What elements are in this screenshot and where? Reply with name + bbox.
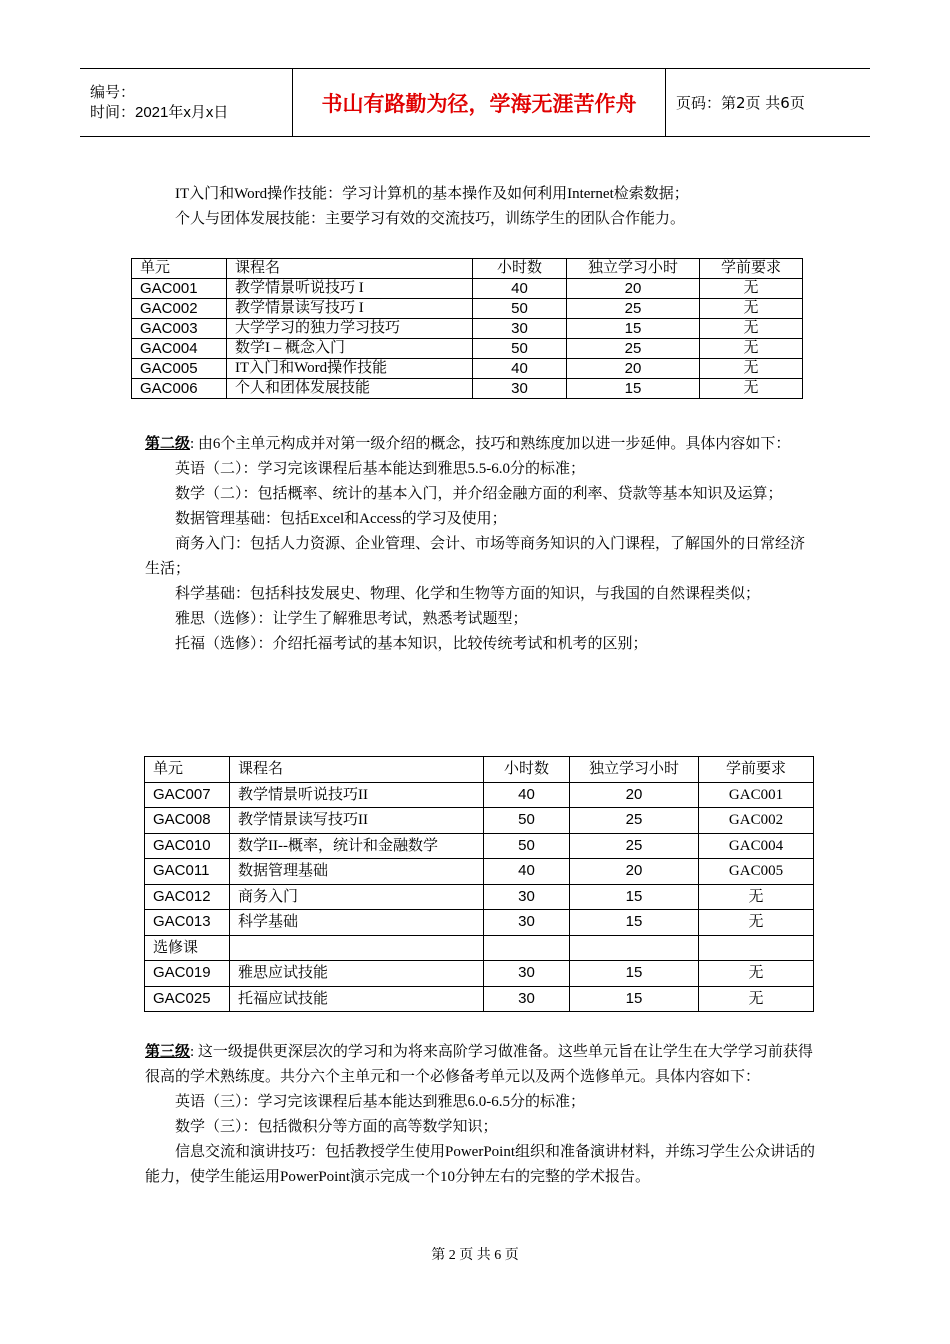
level3-intro: 第三级: 这一级提供更深层次的学习和为将来高阶学习做准备。这些单元旨在让学生在大学学习前获得很高的学术熟练度。共分六个主单元和一个必修备考单元以及两个选修单元。具体内容如下： xyxy=(145,1044,813,1085)
elective-label-row xyxy=(145,935,814,961)
column-header: 单元 xyxy=(132,259,227,279)
course-name-cell: 教学情景读写技巧II xyxy=(230,808,484,834)
list-item: 数学（二）：包括概率、统计的基本入门，并介绍金融方面的利率、贷款等基本知识及运算； xyxy=(175,486,783,502)
hours-cell: 50 xyxy=(473,299,567,319)
table-row xyxy=(145,884,814,910)
column-header: 小时数 xyxy=(473,259,567,279)
course-name-cell: 数据管理基础 xyxy=(230,859,484,885)
unit-code-cell: GAC007 xyxy=(145,782,230,808)
intro-block xyxy=(145,182,815,232)
self-study-hours-cell: 25 xyxy=(570,808,699,834)
level2-section xyxy=(145,432,815,657)
self-study-hours-cell: 20 xyxy=(567,359,700,379)
column-header: 学前要求 xyxy=(700,259,803,279)
self-study-hours-cell: 25 xyxy=(567,339,700,359)
unit-code-cell: GAC006 xyxy=(132,379,227,399)
prerequisite-cell: GAC004 xyxy=(699,833,814,859)
list-item: 信息交流和演讲技巧：包括教授学生使用PowerPoint组织和准备演讲材料，并练习学生公众讲话的能力，使学生能运用PowerPoint演示完成一个10分钟左右的完整的学术报告。 xyxy=(145,1144,816,1185)
self-study-hours-cell: 15 xyxy=(570,986,699,1012)
table-row xyxy=(145,859,814,885)
list-item: 英语（二）：学习完该课程后基本能达到雅思5.5-6.0分的标准； xyxy=(175,461,585,477)
table-header-row xyxy=(145,757,814,783)
table-row xyxy=(132,379,803,399)
prerequisite-cell: 无 xyxy=(700,299,803,319)
course-name-cell: 个人和团体发展技能 xyxy=(227,379,473,399)
course-name-cell: 教学情景听说技巧 I xyxy=(227,279,473,299)
unit-code-cell: GAC019 xyxy=(145,961,230,987)
table-row xyxy=(132,319,803,339)
table-row xyxy=(145,782,814,808)
doc-number: 编号： xyxy=(90,83,136,101)
list-item: 雅思（选修）：让学生了解雅思考试，熟悉考试题型； xyxy=(175,611,528,627)
list-item: 托福（选修）：介绍托福考试的基本知识，比较传统考试和机考的区别； xyxy=(175,636,648,652)
self-study-hours-cell: 20 xyxy=(570,782,699,808)
column-header: 独立学习小时 xyxy=(567,259,700,279)
prerequisite-cell: 无 xyxy=(700,379,803,399)
unit-code-cell: GAC002 xyxy=(132,299,227,319)
hours-cell: 50 xyxy=(484,833,570,859)
prerequisite-cell: 无 xyxy=(699,961,814,987)
hours-cell: 30 xyxy=(473,379,567,399)
self-study-hours-cell: 20 xyxy=(570,859,699,885)
table-row xyxy=(145,808,814,834)
unit-code-cell: GAC005 xyxy=(132,359,227,379)
table-row xyxy=(132,339,803,359)
course-name-cell: 大学学习的独力学习技巧 xyxy=(227,319,473,339)
self-study-hours-cell: 20 xyxy=(567,279,700,299)
column-header: 学前要求 xyxy=(699,757,814,783)
prerequisite-cell: GAC002 xyxy=(699,808,814,834)
table-row xyxy=(132,299,803,319)
course-name-cell: 教学情景读写技巧 I xyxy=(227,299,473,319)
level2-title: 第二级 xyxy=(145,436,191,452)
list-item: 数据管理基础：包括Excel和Access的学习及使用； xyxy=(175,511,507,527)
hours-cell: 40 xyxy=(473,359,567,379)
course-name-cell: 商务入门 xyxy=(230,884,484,910)
column-header: 单元 xyxy=(145,757,230,783)
hours-cell: 50 xyxy=(484,808,570,834)
table-row xyxy=(145,910,814,936)
prerequisite-cell: 无 xyxy=(699,986,814,1012)
hours-cell: 40 xyxy=(484,782,570,808)
unit-code-cell: GAC025 xyxy=(145,986,230,1012)
unit-code-cell: GAC012 xyxy=(145,884,230,910)
table-header-row xyxy=(132,259,803,279)
course-name-cell: 数学II--概率，统计和金融数学 xyxy=(230,833,484,859)
prerequisite-cell: 无 xyxy=(700,359,803,379)
table-row xyxy=(145,961,814,987)
prerequisite-cell: 无 xyxy=(699,910,814,936)
intro-line: 个人与团体发展技能：主要学习有效的交流技巧，训练学生的团队合作能力。 xyxy=(175,211,686,227)
self-study-hours-cell: 15 xyxy=(570,884,699,910)
self-study-hours-cell: 25 xyxy=(570,833,699,859)
course-name-cell: IT入门和Word操作技能 xyxy=(227,359,473,379)
level3-section xyxy=(145,1040,815,1190)
page-header xyxy=(80,68,870,137)
column-header: 小时数 xyxy=(484,757,570,783)
self-study-hours-cell: 25 xyxy=(567,299,700,319)
level2-course-table xyxy=(144,756,814,1012)
unit-code-cell: GAC008 xyxy=(145,808,230,834)
hours-cell: 40 xyxy=(484,859,570,885)
doc-time: 时间：2021年x月x日 xyxy=(90,103,229,121)
table-row xyxy=(145,986,814,1012)
page-footer: 第 2 页 共 6 页 xyxy=(431,1248,519,1263)
hours-cell: 40 xyxy=(473,279,567,299)
hours-cell: 30 xyxy=(484,961,570,987)
course-name-cell: 托福应试技能 xyxy=(230,986,484,1012)
hours-cell: 30 xyxy=(484,910,570,936)
self-study-hours-cell: 15 xyxy=(570,910,699,936)
unit-code-cell: GAC004 xyxy=(132,339,227,359)
unit-code-cell: GAC013 xyxy=(145,910,230,936)
level1-course-table xyxy=(131,258,803,399)
table-row xyxy=(145,833,814,859)
unit-code-cell: GAC001 xyxy=(132,279,227,299)
unit-code-cell: GAC011 xyxy=(145,859,230,885)
column-header: 独立学习小时 xyxy=(570,757,699,783)
list-item: 数学（三）：包括微积分等方面的高等数学知识； xyxy=(175,1119,498,1135)
hours-cell: 30 xyxy=(473,319,567,339)
prerequisite-cell: 无 xyxy=(700,279,803,299)
prerequisite-cell: 无 xyxy=(700,319,803,339)
self-study-hours-cell: 15 xyxy=(567,319,700,339)
self-study-hours-cell: 15 xyxy=(567,379,700,399)
empty-cell xyxy=(699,935,814,961)
prerequisite-cell: 无 xyxy=(700,339,803,359)
list-item: 英语（三）：学习完该课程后基本能达到雅思6.0-6.5分的标准； xyxy=(175,1094,585,1110)
intro-line: IT入门和Word操作技能：学习计算机的基本操作及如何利用Internet检索数据； xyxy=(175,186,689,202)
list-item: 商务入门：包括人力资源、企业管理、会计、市场等商务知识的入门课程，了解国外的日常经济生活； xyxy=(145,536,806,577)
prerequisite-cell: 无 xyxy=(699,884,814,910)
prerequisite-cell: GAC001 xyxy=(699,782,814,808)
header-meta xyxy=(80,69,293,136)
elective-label: 选修课 xyxy=(145,935,230,961)
empty-cell xyxy=(484,935,570,961)
unit-code-cell: GAC010 xyxy=(145,833,230,859)
empty-cell xyxy=(570,935,699,961)
header-page-info: 页码：第2页 共6页 xyxy=(676,94,805,112)
column-header: 课程名 xyxy=(227,259,473,279)
hours-cell: 30 xyxy=(484,986,570,1012)
self-study-hours-cell: 15 xyxy=(570,961,699,987)
column-header: 课程名 xyxy=(230,757,484,783)
prerequisite-cell: GAC005 xyxy=(699,859,814,885)
hours-cell: 30 xyxy=(484,884,570,910)
list-item: 科学基础：包括科技发展史、物理、化学和生物等方面的知识，与我国的自然课程类似； xyxy=(175,586,761,602)
table-row xyxy=(132,279,803,299)
empty-cell xyxy=(230,935,484,961)
course-name-cell: 数学I – 概念入门 xyxy=(227,339,473,359)
level3-title: 第三级 xyxy=(145,1044,191,1060)
course-name-cell: 雅思应试技能 xyxy=(230,961,484,987)
course-name-cell: 科学基础 xyxy=(230,910,484,936)
unit-code-cell: GAC003 xyxy=(132,319,227,339)
course-name-cell: 教学情景听说技巧II xyxy=(230,782,484,808)
level2-intro: 第二级: 由6个主单元构成并对第一级介绍的概念，技巧和熟练度加以进一步延伸。具体内容如下： xyxy=(145,436,791,452)
header-slogan: 书山有路勤为径，学海无涯苦作舟 xyxy=(293,69,666,136)
table-row xyxy=(132,359,803,379)
hours-cell: 50 xyxy=(473,339,567,359)
